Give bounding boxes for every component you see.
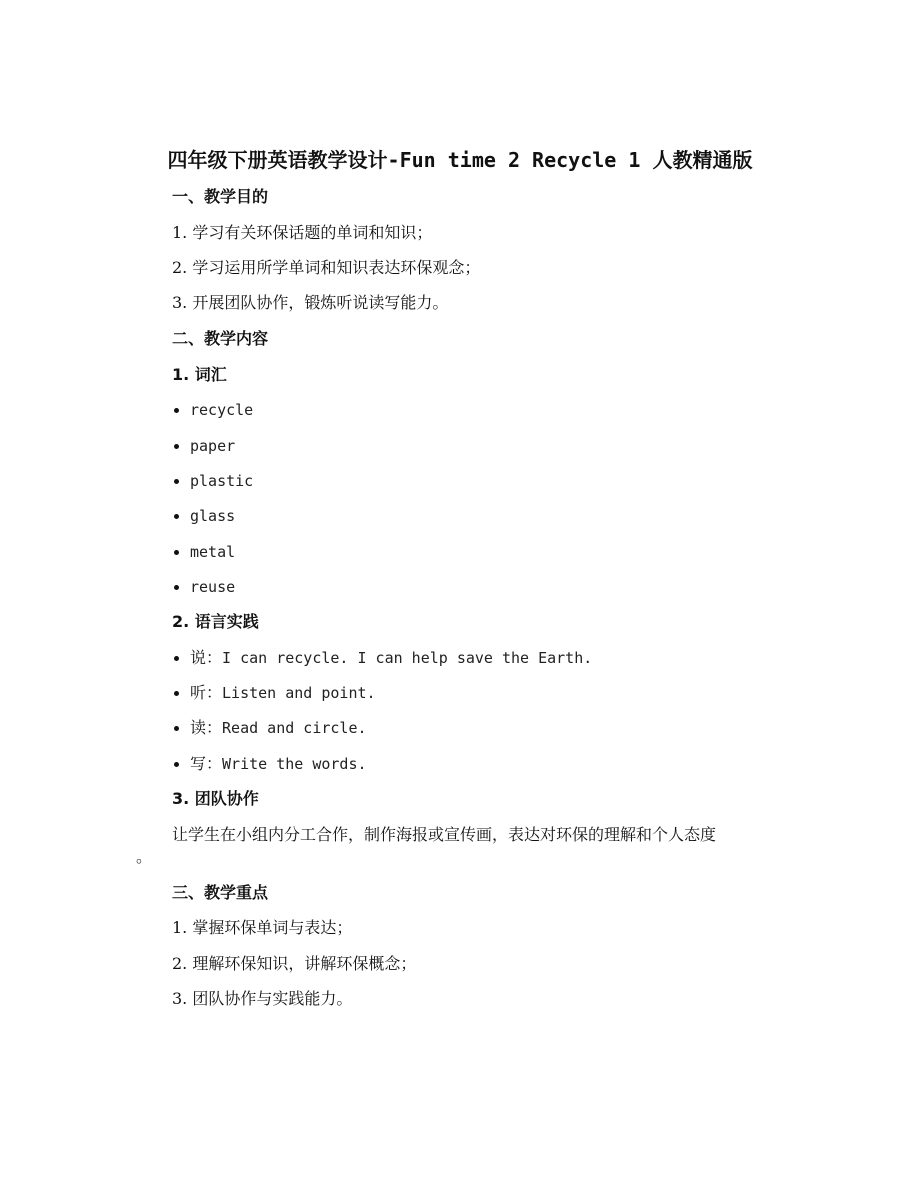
objective-item: 1. 学习有关环保话题的单词和知识； [172,223,433,242]
practice-prefix: 写： [190,754,223,773]
practice-list-item [172,648,592,668]
bullet-icon [174,726,179,731]
subsection-heading-vocabulary: 1. 词汇 [172,365,227,384]
vocab-list-item [172,400,253,420]
bullet-icon [174,408,179,413]
practice-prefix: 说： [190,648,223,667]
practice-text: I can recycle. I can help save the Earth. [222,649,593,667]
bullet-icon [174,444,179,449]
practice-list-item [172,683,376,703]
vocab-word: paper [190,437,236,455]
teamwork-paragraph-overflow: 。 [136,847,153,866]
section-heading-objectives: 一、教学目的 [172,187,269,206]
subsection-heading-language-practice: 2. 语言实践 [172,612,259,631]
vocab-list-item [172,471,253,491]
vocab-list-item [172,436,235,456]
bullet-icon [174,514,179,519]
section-heading-content: 二、教学内容 [172,329,269,348]
practice-prefix: 读： [190,718,223,737]
bullet-icon [174,585,179,590]
objective-item: 2. 学习运用所学单词和知识表达环保观念； [172,258,481,277]
teamwork-paragraph: 让学生在小组内分工合作，制作海报或宣传画，表达对环保的理解和个人态度 [172,825,717,844]
practice-prefix: 听： [190,683,223,702]
vocab-list-item [172,506,235,526]
vocab-word: glass [190,507,236,525]
subsection-heading-teamwork: 3. 团队协作 [172,789,259,808]
bullet-icon [174,550,179,555]
objective-item: 3. 开展团队协作，锻炼听说读写能力。 [172,293,449,312]
vocab-word: plastic [190,472,254,490]
bullet-icon [174,762,179,767]
practice-text: Write the words. [222,755,367,773]
vocab-word: recycle [190,401,254,419]
vocab-list-item [172,542,235,562]
key-point-item: 2. 理解环保知识，讲解环保概念； [172,954,417,973]
bullet-icon [174,479,179,484]
vocab-word: reuse [190,578,236,596]
key-point-item: 1. 掌握环保单词与表达； [172,918,353,937]
vocab-list-item [172,577,235,597]
bullet-icon [174,691,179,696]
key-point-item: 3. 团队协作与实践能力。 [172,989,353,1008]
practice-text: Listen and point. [222,684,376,702]
practice-text: Read and circle. [222,719,367,737]
practice-list-item [172,754,367,774]
section-heading-key-points: 三、教学重点 [172,883,269,902]
vocab-word: metal [190,543,236,561]
practice-list-item [172,718,367,738]
bullet-icon [174,656,179,661]
document-title: 四年级下册英语教学设计-Fun time 2 Recycle 1 人教精通版 [167,148,753,172]
